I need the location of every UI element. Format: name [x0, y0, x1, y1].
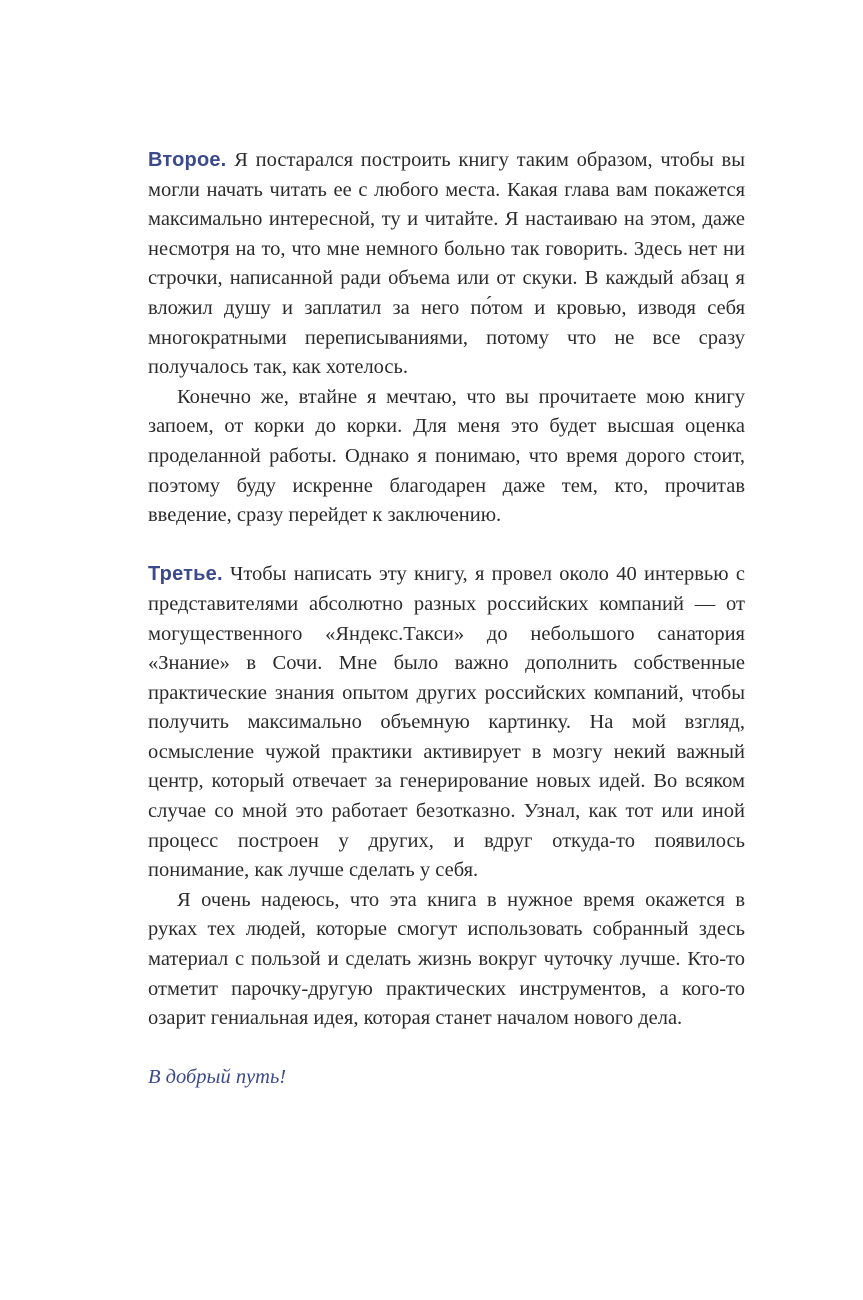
paragraph: Я очень надеюсь, что эта книга в нужное время окажется в руках тех людей, которые смогут использовать собранный здесь материал с пользой и сделать жизнь вокруг чуточку лучше. Кто-то отметит парочку-другую практических инструментов, а кого-то озарит гениальная идея, которая станет началом нового дела.: [148, 888, 745, 1030]
closing-line: В добрый путь!: [148, 1066, 287, 1089]
paragraph-text: Чтобы написать эту книгу, я провел около 40 интервью с представителями абсолютно разных российских компаний — от могущественного «Яндекс.Такси» до небольшого санатория «Знание» в Сочи. Мне было важно дополнить собственные практические знания опытом других российских компаний, чтобы получить максимально объемную картинку. На мой взгляд, осмысление чужой практики активирует в мозгу некий важный центр, который отвечает за генерирование новых идей. Во всяком случае со мной это работает безотказно. Узнал, как тот или иной процесс построен у других, и вдруг откуда-то появилось понимание, как лучше сделать у себя.: [148, 563, 745, 882]
paragraph: [148, 146, 745, 383]
section-lead: Второе.: [148, 149, 227, 171]
paragraph: [148, 560, 745, 886]
section-lead: Третье.: [148, 563, 223, 586]
section-second: [148, 146, 745, 531]
section-third: [148, 560, 745, 1034]
book-page: [148, 146, 745, 1093]
paragraph-text: Я постарался построить книгу таким образом, чтобы вы могли начать читать ее с любого места. Какая глава вам покажется максимально интересной, ту и читайте. Я настаиваю на этом, даже несмотря на то, что мне немного больно так говорить. Здесь нет ни строчки, написанной ради объема или от скуки. В каждый абзац я вложил душу и заплатил за него по́том и кровью, изводя себя многократными переписываниями, потому что не все сразу получалось так, как хотелось.: [148, 149, 745, 379]
paragraph: Конечно же, втайне я мечтаю, что вы прочитаете мою книгу запоем, от корки до корки. Для меня это будет высшая оценка проделанной работы. Однако я понимаю, что время дорого стоит, поэтому буду искренне благодарен даже тем, кто, прочитав введение, сразу перейдет к заключению.: [148, 385, 745, 527]
